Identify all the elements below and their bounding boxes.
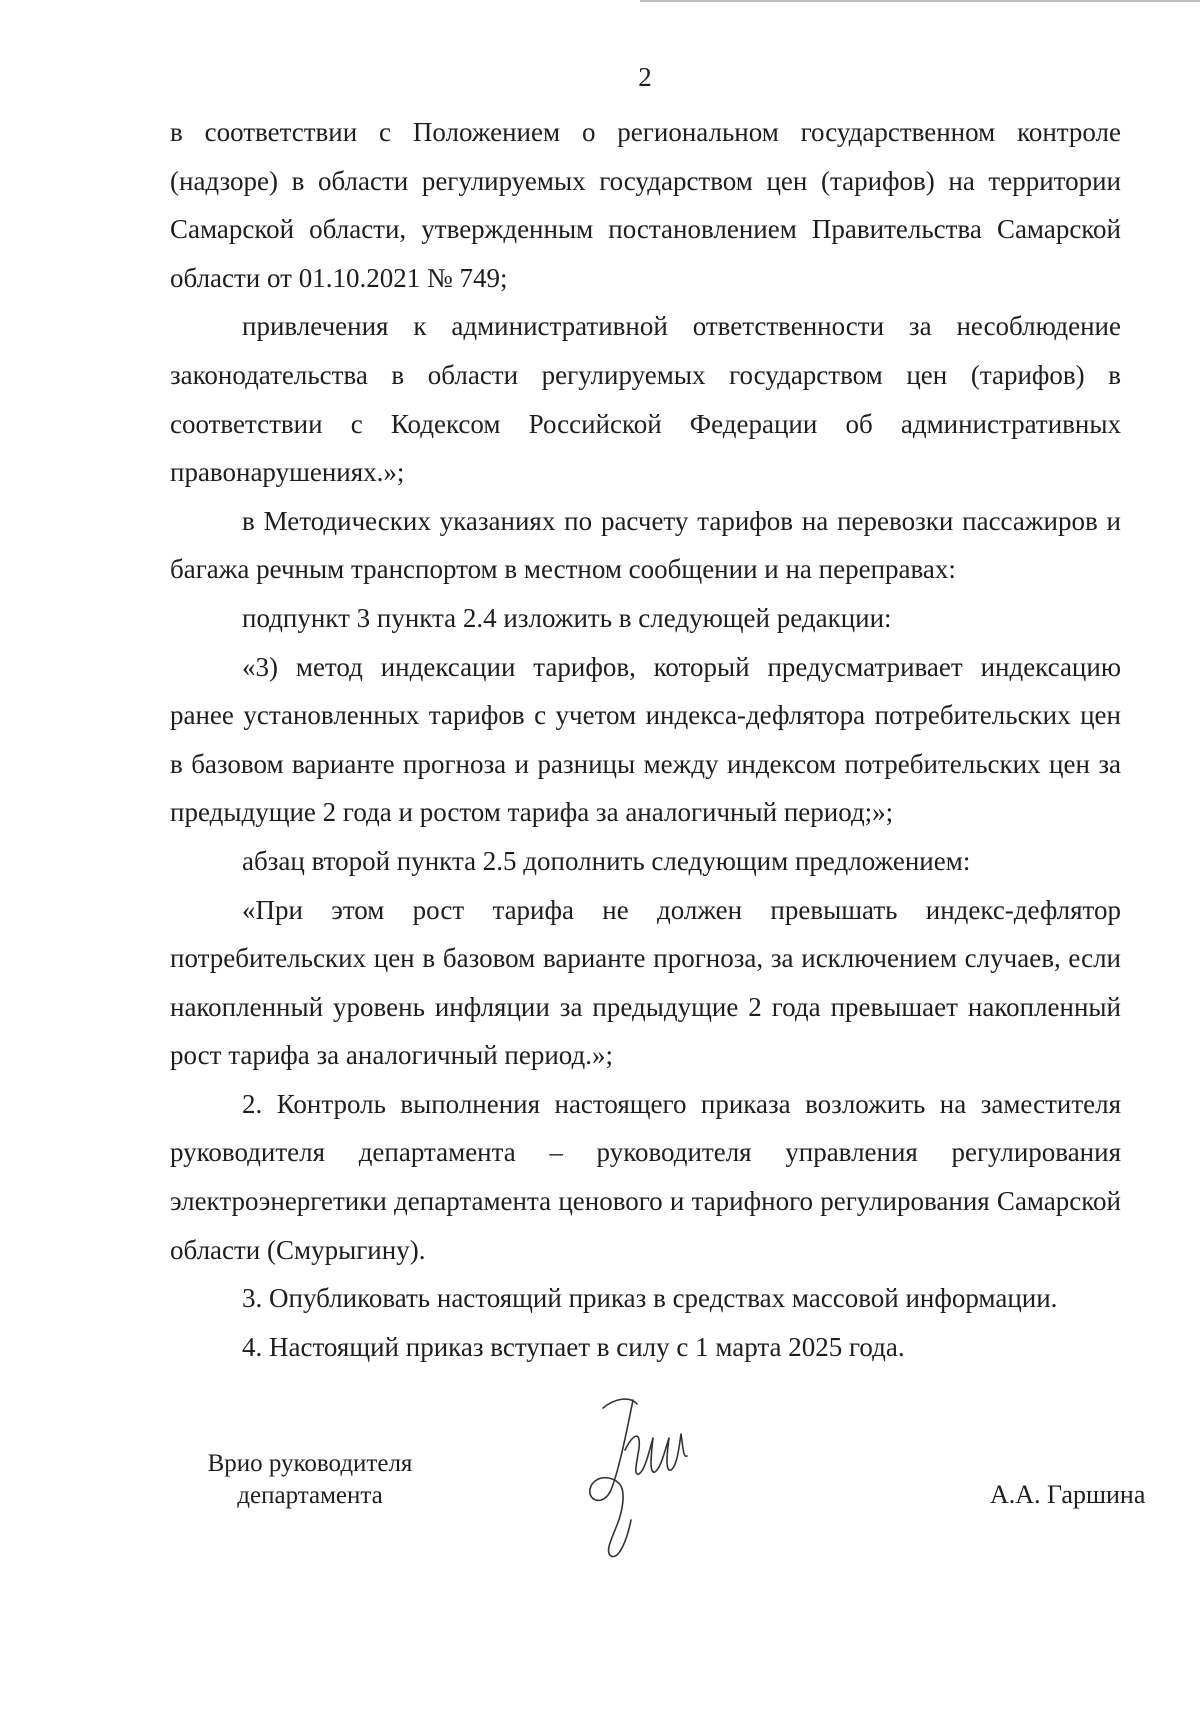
paragraph: «3) метод индексации тарифов, который предусматривает индексацию ранее установленных тарифов с учетом индекса-дефлятора потребительских цен в базовом варианте прогноза и разницы между индексом потребительских цен за предыдущие 2 года и ростом тарифа за аналогичный период;»; xyxy=(170,651,1121,828)
signatory-name: А.А. Гаршина xyxy=(990,1480,1146,1509)
signatory-position-line: Врио руководителя xyxy=(207,1450,413,1477)
paragraph: 3. Опубликовать настоящий приказ в средствах массовой информации. xyxy=(242,1283,1058,1314)
paragraph: 4. Настоящий приказ вступает в силу с 1 марта 2025 года. xyxy=(242,1331,905,1362)
paragraph: 2. Контроль выполнения настоящего приказа возложить на заместителя руководителя департамента – руководителя управления регулирования электроэнергетики департамента ценового и тарифного регулирования Самарской области (Смурыгину). xyxy=(170,1088,1121,1265)
paragraph: в Методических указаниях по расчету тарифов на перевозки пассажиров и багажа речным транспортом в местном сообщении и на переправах: xyxy=(170,505,1121,585)
signatory-position xyxy=(185,1448,435,1512)
paragraph: «При этом рост тарифа не должен превышать индекс-дефлятор потребительских цен в базовом варианте прогноза, за исключением случаев, если накопленный уровень инфляции за предыдущие 2 года превышает накопленный рост тарифа за аналогичный период.»; xyxy=(170,894,1121,1071)
paragraph: подпункт 3 пункта 2.4 изложить в следующей редакции: xyxy=(242,602,892,633)
paragraph: привлечения к административной ответственности за несоблюдение законодательства в области регулируемых государством цен (тарифов) в соответствии с Кодексом Российской Федерации об административных правонарушениях.»; xyxy=(170,311,1121,488)
handwritten-signature xyxy=(575,1390,715,1560)
signatory-position-line: департамента xyxy=(237,1482,383,1509)
paragraph: в соответствии с Положением о региональном государственном контроле (надзоре) в области регулируемых государством цен (тарифов) на территории Самарской области, утвержденным постановлением Правительства Самарской области от 01.10.2021 № 749; xyxy=(170,117,1121,293)
page-number: 2 xyxy=(638,62,652,92)
top-border-line xyxy=(640,0,1200,2)
document-body xyxy=(170,108,1121,1371)
paragraph: абзац второй пункта 2.5 дополнить следующим предложением: xyxy=(242,845,971,876)
